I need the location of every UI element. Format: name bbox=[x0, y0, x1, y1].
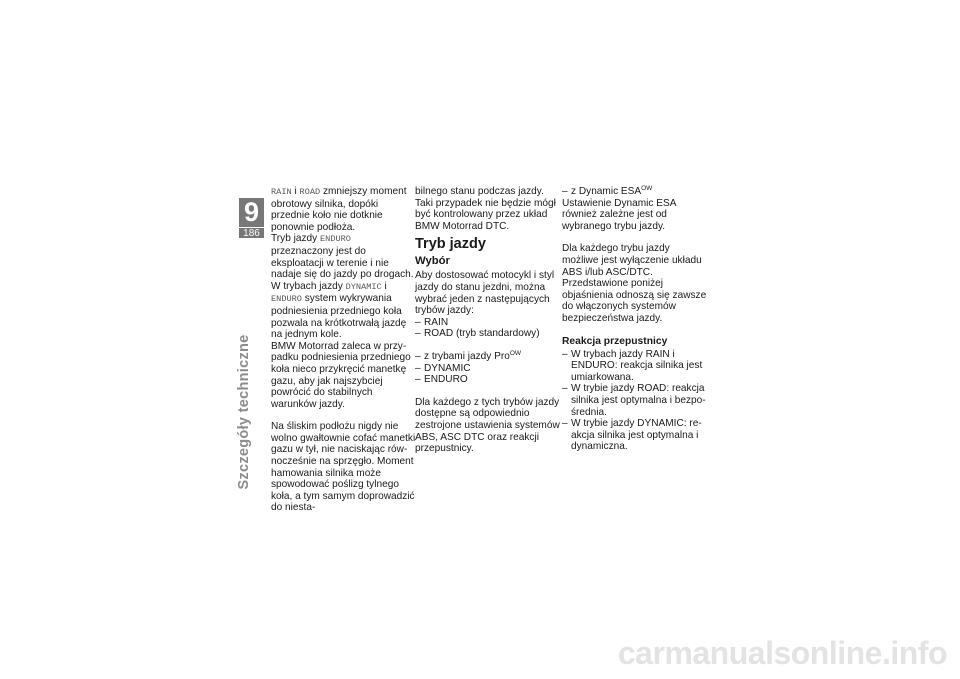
mode-label: RAIN bbox=[271, 187, 292, 197]
chapter-number: 9 bbox=[243, 197, 260, 227]
text-run: zmniejszy moment obrotowy silnika, dopóki przednie koło nie dotknie ponownie podłoża. bbox=[271, 186, 407, 233]
mode-list bbox=[415, 317, 560, 340]
text-run: przeznaczony jest do eksploatacji w terenie i nie nadaje się do jazdy po drogach. bbox=[271, 245, 414, 281]
text-column-2 bbox=[415, 186, 560, 466]
list-item: – RAIN bbox=[415, 317, 560, 329]
text-run: Tryb jazdy bbox=[271, 233, 320, 245]
throttle-response-list bbox=[562, 349, 707, 453]
text-column-3 bbox=[562, 186, 707, 453]
paragraph bbox=[271, 233, 416, 280]
subsection-heading: Reakcja przepustnicy bbox=[562, 335, 668, 347]
section-title: Szczegóły techniczne bbox=[236, 334, 252, 490]
option-marker: OW bbox=[509, 349, 522, 357]
paragraph: Dla każdego z tych trybów jazdy dostępne są odpowiednio zestrojone ustawienia systemów ABS, ASC DTC oraz reakcji przepustnicy. bbox=[415, 396, 560, 455]
list-item bbox=[562, 186, 707, 198]
list-item: – ENDURO bbox=[415, 374, 560, 386]
list-item: – W trybach jazdy RAIN i ENDURO: reakcja silnika jest umiarkowana. bbox=[562, 349, 707, 384]
watermark: carmanualsonline.info bbox=[617, 635, 947, 671]
paragraph bbox=[271, 281, 416, 341]
list-item: – DYNAMIC bbox=[415, 363, 560, 375]
option-marker: OW bbox=[641, 185, 653, 192]
paragraph: Dla każdego trybu jazdy możliwe jest wyłączenie układu ABS i/lub ASC/DTC. Przedstawione poniżej objaśnienia odnoszą się zawsze do włączonych systemów bezpieczeństwa jazdy. bbox=[562, 243, 707, 324]
text-run: z Dynamic ESA bbox=[571, 186, 642, 197]
mode-label: DYNAMIC bbox=[345, 281, 382, 292]
mode-label: ROAD bbox=[299, 187, 321, 197]
text-run: z trybami jazdy Pro bbox=[424, 350, 510, 362]
text-column-1 bbox=[271, 186, 416, 525]
list-item bbox=[415, 351, 560, 363]
list-item: – W trybie jazdy ROAD: reakcja silnika jest optymalna i bezpośrednia. bbox=[562, 383, 707, 418]
paragraph: BMW Motorrad zaleca w przypadku podniesienia przedniego koła nieco przykręcić manetkę gazu, aby jak najszybciej powrócić do stabilnych warunków jazdy. bbox=[271, 340, 411, 410]
list-item: – ROAD (tryb standardowy) bbox=[415, 328, 560, 340]
paragraph: bilnego stanu podczas jazdy. Taki przypadek nie będzie mógł być kontrolowany przez układ BMW Motorrad DTC. bbox=[415, 186, 556, 232]
paragraph: Aby dostosować motocykl i styl jazdy do stanu jezdni, można wybrać jeden z następujących trybów jazdy: bbox=[415, 270, 555, 317]
text-run: i bbox=[381, 280, 387, 292]
esa-list bbox=[562, 186, 707, 198]
paragraph: Ustawienie Dynamic ESA również zależne jest od wybranego trybu jazdy. bbox=[562, 197, 676, 232]
subsection-heading: Wybór bbox=[415, 255, 450, 268]
mode-label: ENDURO bbox=[320, 234, 351, 245]
text-run: i bbox=[291, 186, 300, 197]
text-run: system wykrywania podniesienia przedniego koła pozwala na krótkotrwałą jazdę na jednym kole. bbox=[271, 293, 407, 341]
mode-label: ENDURO bbox=[271, 294, 302, 305]
text-run: W trybach jazdy bbox=[271, 280, 346, 292]
paragraph: Na śliskim podłożu nigdy nie wolno gwałtownie cofać manetki gazu w tył, nie naciskając równocześnie na sprzęgło. Moment hamowania silnika może spowodować poślizg tylnego koła, a tym samym doprowadzić do niesta- bbox=[271, 421, 416, 514]
page-number: 186 bbox=[243, 228, 260, 239]
section-heading: Tryb jazdy bbox=[415, 236, 486, 253]
paragraph bbox=[271, 186, 416, 233]
list-item: – W trybie jazdy DYNAMIC: reakcja silnika jest optymalna i dynamiczna. bbox=[562, 418, 707, 453]
pro-mode-list bbox=[415, 351, 560, 386]
